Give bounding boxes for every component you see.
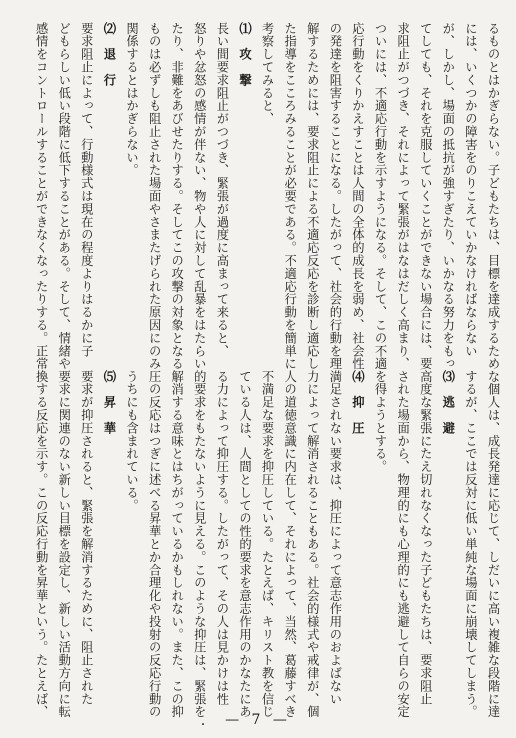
text-line: 考察してみると、: [260, 22, 275, 126]
text-line: ている人は、人間としての性的要求を意志作用のかなたにあ: [237, 370, 252, 719]
text-line: 解消する意味とはちがっているかもしれない。また、この抑: [169, 370, 184, 719]
text-line: には、いくつかの障害をのりこえていかなければならない: [463, 22, 478, 358]
text-line: うちにも含まれている。: [124, 370, 139, 512]
text-line: ついには、不適応行動を示すようになる。そして、この不適: [373, 22, 388, 371]
text-line: 長い間要求阻止がつづき、緊張が過度に高まって来ると、: [214, 22, 229, 358]
text-line: 的要求をもたないように見える。このような抑圧は、緊張を: [192, 370, 207, 719]
section-heading: ⑵ 退 行: [101, 22, 117, 87]
text-line: 圧の反応はつぎに述べる昇華とか合理化や投射の反応行動の: [147, 370, 162, 719]
section-heading: ⑸ 昇 華: [101, 370, 117, 435]
text-line: 求阻止がつづき、それによって緊張がはなはだしく高まり、: [395, 22, 410, 371]
text-line: 満足されない要求は、抑圧によって意志作用のおよばない: [327, 370, 342, 706]
upper-text-block: [34, 22, 504, 371]
text-line: た指導をこころみることが必要である。不適応行動を簡単に: [282, 22, 297, 371]
text-line: 応行動をくりかえすことは人間の全体的成長を弱め、社会性: [350, 22, 365, 371]
text-line: するが、ここでは反対に低い単純な場面に崩壊してしまう。: [463, 370, 478, 719]
text-line: の発達を阻害することになる。したがって、社会的行動を理: [327, 22, 342, 371]
text-line: な個人は、成長発達に応じて、しだいに高い複雑な段階に達: [486, 370, 500, 719]
text-line: たり、非難をあびせたりする。そしてこの攻撃の対象となる: [169, 22, 184, 371]
lower-text-block: [34, 370, 504, 719]
text-line: るものとはかぎらない。子どもたちは、目標を達成するため: [486, 22, 500, 371]
section-heading: ⑶ 逃 避: [440, 370, 456, 435]
text-line: が、しかし、場面の抵抗が強すぎたり、いかなる努力をもっ: [440, 22, 455, 371]
page-dot: ・: [198, 720, 208, 731]
section-heading: ⑴ 攻 撃: [237, 22, 253, 87]
text-line: 怒りや忿怒の感情が伴ない、物や人に対して乱暴をはたらい: [192, 22, 207, 371]
text-line: 感情をコントロールすることができなくなったりする。正常: [34, 22, 49, 371]
text-line: 力によって解消されることもある。社会的様式や戒律が、個: [305, 370, 320, 719]
text-line: 解するためには、要求阻止による不適応反応を診断し適応し: [305, 22, 320, 371]
section-heading: ⑷ 抑 圧: [350, 370, 366, 435]
text-line: 換する反応を示す。この反応行動を昇華という。たとえば、: [34, 370, 49, 719]
text-line: 人の道徳意識に内在して、それによって、当然、葛藤すべき: [282, 370, 297, 719]
text-line: てしても、それを克服していくことができない場合には、要: [418, 22, 433, 371]
text-line: された場面から、物理的にも心理的にも逃避して自らの安定: [395, 370, 410, 719]
text-line: 要求が抑圧されると、緊張を解消するために、阻止された: [79, 370, 94, 706]
text-line: る力によって抑圧する。したがって、その人は見かけは性: [214, 370, 229, 706]
text-line: 高度な緊張にたえ切れなくなった子どもたちは、要求阻止: [418, 370, 433, 706]
text-line: どもらしい低い段階に低下することがある。そして、情緒や: [56, 22, 71, 371]
text-line: を得ようとする。: [373, 370, 388, 474]
page-number: — 7 —: [225, 712, 291, 728]
text-line: 要求阻止によって、行動様式は現在の程度よりはるかに子: [79, 22, 94, 358]
text-line: ものは必ずしも阻止された場面やさまたげられた原因にのみ: [147, 22, 162, 371]
text-line: 要求に関連のない新しい目標を設定し、新しい活動方向に転: [56, 370, 71, 719]
text-line: 関係するとはかぎらない。: [124, 22, 139, 177]
text-line: 不満足な要求を抑圧している。たとえば、キリスト教を信じ: [260, 370, 275, 719]
